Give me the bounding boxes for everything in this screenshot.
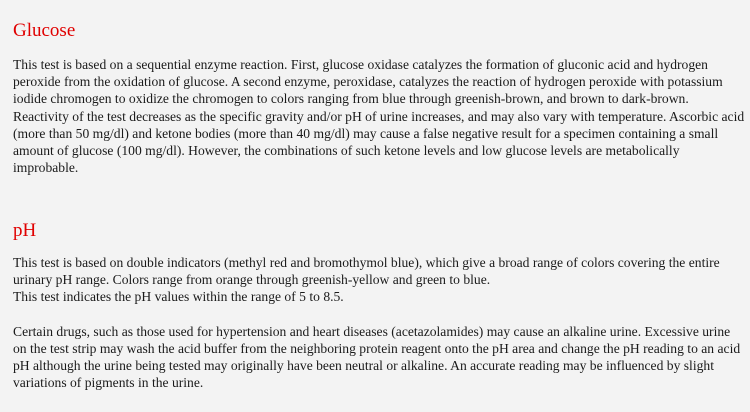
ph-section-body [13, 254, 745, 391]
ph-paragraph-drugs: Certain drugs, such as those used for hypertension and heart diseases (acetazolamides) may cause an alkaline urine. Excessive urine on the test strip may wash the acid buffer from the neighboring protein reagent onto the pH area and change the pH reading to an acid pH although the urine being tested may originally have been neutral or alkaline. An accurate reading may be influenced by slight variations of pigments in the urine. [13, 323, 741, 391]
glucose-heading: Glucose [13, 20, 76, 41]
ph-paragraph-indicators: This test is based on double indicators (methyl red and bromothymol blue), which give a broad range of colors covering the entire urinary pH range. Colors range from orange through greenish-yellow and green to blue. [13, 255, 720, 288]
glucose-paragraph-reactivity: Reactivity of the test decreases as the specific gravity and/or pH of urine increases, and may also vary with temperature. Ascorbic acid (more than 50 mg/dl) and ketone bodies (more than 40 mg/dl) may cause a false negative result for a specimen containing a small amount of glucose (100 mg/dl). However, the combinations of such ketone levels and low glucose levels are metabolically improbable. [13, 108, 745, 176]
ph-paragraph-range: This test indicates the pH values within the range of 5 to 8.5. [13, 289, 344, 305]
glucose-paragraph-reaction: This test is based on a sequential enzyme reaction. First, glucose oxidase catalyzes the formation of gluconic acid and hydrogen peroxide from the oxidation of glucose. A second enzyme, peroxidase, catalyzes the reaction of hydrogen peroxide with potassium iodide chromogen to oxidize the chromogen to colors ranging from blue through greenish-brown, and brown to dark-brown. [13, 57, 723, 107]
glucose-section-body [13, 56, 745, 176]
paragraph-spacer [13, 306, 745, 323]
ph-heading: pH [13, 220, 37, 241]
